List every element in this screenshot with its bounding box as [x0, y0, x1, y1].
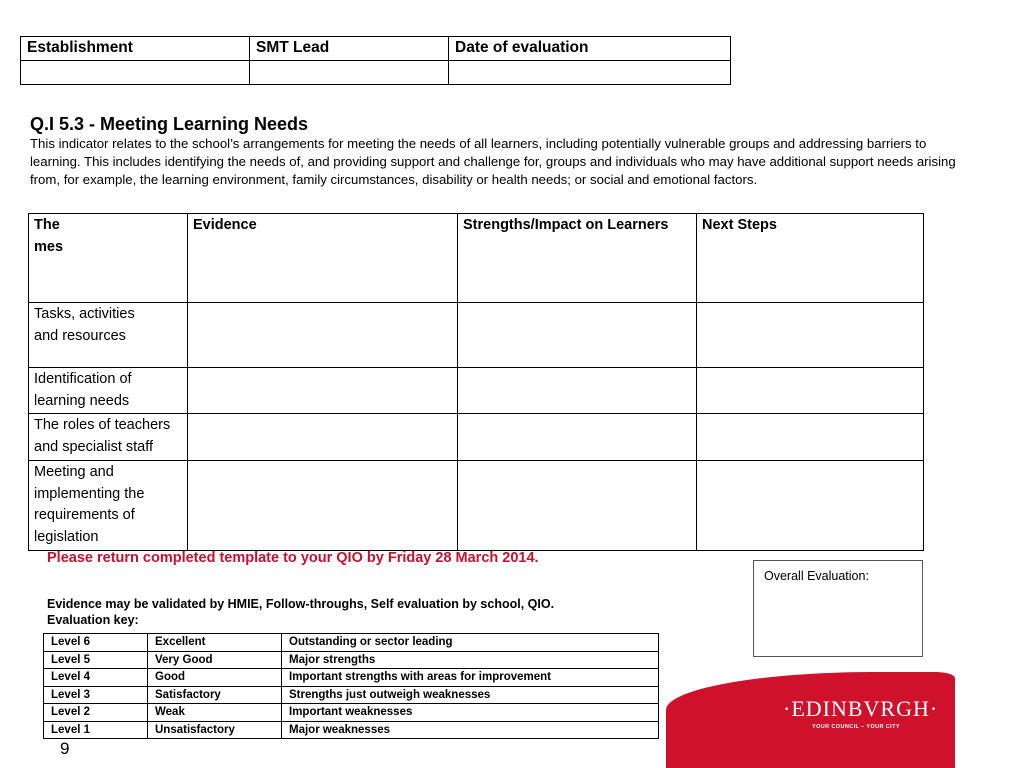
strengths-cell[interactable]	[458, 414, 697, 460]
evaluation-key-label: Evaluation key:	[47, 613, 139, 627]
theme-line: Identification of	[34, 371, 132, 387]
key-row	[44, 721, 659, 739]
evidence-cell[interactable]	[188, 368, 458, 414]
overall-evaluation-label: Overall Evaluation:	[764, 569, 869, 583]
page-number: 9	[60, 739, 70, 758]
key-level: Level 3	[44, 686, 148, 704]
key-grade: Satisfactory	[148, 686, 282, 704]
key-level: Level 6	[44, 634, 148, 652]
overall-evaluation-box[interactable]	[753, 560, 923, 657]
theme-cell	[29, 414, 188, 460]
key-row	[44, 669, 659, 687]
evidence-validation-text: Evidence may be validated by HMIE, Follow-throughs, Self evaluation by school, QIO.	[47, 597, 555, 611]
edinburgh-logo	[666, 672, 955, 768]
key-grade: Very Good	[148, 651, 282, 669]
smt-lead-field[interactable]	[250, 61, 449, 85]
key-grade: Excellent	[148, 634, 282, 652]
next-steps-cell[interactable]	[697, 303, 924, 368]
key-row	[44, 704, 659, 722]
theme-cell	[29, 368, 188, 414]
theme-line: learning needs	[34, 392, 130, 409]
key-description: Important weaknesses	[282, 704, 659, 722]
next-steps-cell[interactable]	[697, 414, 924, 460]
theme-line: legislation	[34, 528, 99, 545]
evidence-cell[interactable]	[188, 303, 458, 368]
key-level: Level 4	[44, 669, 148, 687]
key-row	[44, 686, 659, 704]
indicator-description: This indicator relates to the school’s arrangements for meeting the needs of all learners, including potentially vulnerable groups and addressing barriers to learning. This includes identifying the needs of, and providing support and challenge for, groups and individuals who may have additional support needs arising from, for example, the learning environment, family circumstances, disability or health needs; or social and emotional factors.	[30, 136, 956, 187]
theme-line: implementing the	[34, 485, 145, 502]
key-description: Strengths just outweigh weaknesses	[282, 686, 659, 704]
establishment-table	[20, 36, 731, 85]
evidence-cell[interactable]	[188, 460, 458, 550]
return-deadline-note: Please return completed template to your QIO by Friday 28 March 2014.	[47, 550, 539, 566]
theme-cell	[29, 303, 188, 368]
key-row	[44, 651, 659, 669]
key-grade: Weak	[148, 704, 282, 722]
next-steps-cell[interactable]	[697, 368, 924, 414]
smt-lead-header: SMT Lead	[250, 37, 449, 61]
key-level: Level 2	[44, 704, 148, 722]
establishment-header: Establishment	[21, 37, 250, 61]
date-of-evaluation-header: Date of evaluation	[449, 37, 731, 61]
themes-table	[28, 213, 924, 551]
date-of-evaluation-field[interactable]	[449, 61, 731, 85]
evidence-cell[interactable]	[188, 414, 458, 460]
theme-line: Meeting and	[34, 463, 114, 480]
key-row	[44, 634, 659, 652]
establishment-entry-row	[21, 61, 731, 85]
theme-line: requirements of	[34, 507, 135, 524]
table-row	[29, 368, 924, 414]
theme-cell	[29, 460, 188, 550]
key-grade: Unsatisfactory	[148, 721, 282, 739]
strengths-cell[interactable]	[458, 303, 697, 368]
strengths-cell[interactable]	[458, 368, 697, 414]
key-level: Level 1	[44, 721, 148, 739]
key-description: Major weaknesses	[282, 721, 659, 739]
themes-header-row	[29, 214, 924, 303]
table-row	[29, 303, 924, 368]
establishment-field[interactable]	[21, 61, 250, 85]
themes-header-line2: mes	[34, 238, 64, 255]
key-description: Major strengths	[282, 651, 659, 669]
next-steps-cell[interactable]	[697, 460, 924, 550]
theme-line: Tasks, activities	[34, 306, 135, 322]
theme-line: The roles of teachers	[34, 417, 171, 434]
establishment-header-row	[21, 37, 731, 61]
evidence-header: Evidence	[188, 214, 458, 303]
evidence-note	[47, 596, 554, 628]
strengths-cell[interactable]	[458, 460, 697, 550]
theme-line: and resources	[34, 327, 126, 344]
themes-header-line1: The	[34, 217, 60, 233]
theme-line: and specialist staff	[34, 439, 154, 456]
next-steps-header: Next Steps	[697, 214, 924, 303]
table-row	[29, 460, 924, 550]
indicator-title: Q.I 5.3 - Meeting Learning Needs	[30, 114, 309, 134]
logo-wordmark: ·EDINBVRGH·	[783, 696, 939, 721]
key-description: Important strengths with areas for improvement	[282, 669, 659, 687]
logo-tagline: YOUR COUNCIL – YOUR CITY	[812, 724, 900, 730]
themes-header	[29, 214, 188, 303]
key-description: Outstanding or sector leading	[282, 634, 659, 652]
key-level: Level 5	[44, 651, 148, 669]
strengths-header: Strengths/Impact on Learners	[458, 214, 697, 303]
evaluation-key-table	[43, 633, 659, 739]
table-row	[29, 414, 924, 460]
key-grade: Good	[148, 669, 282, 687]
